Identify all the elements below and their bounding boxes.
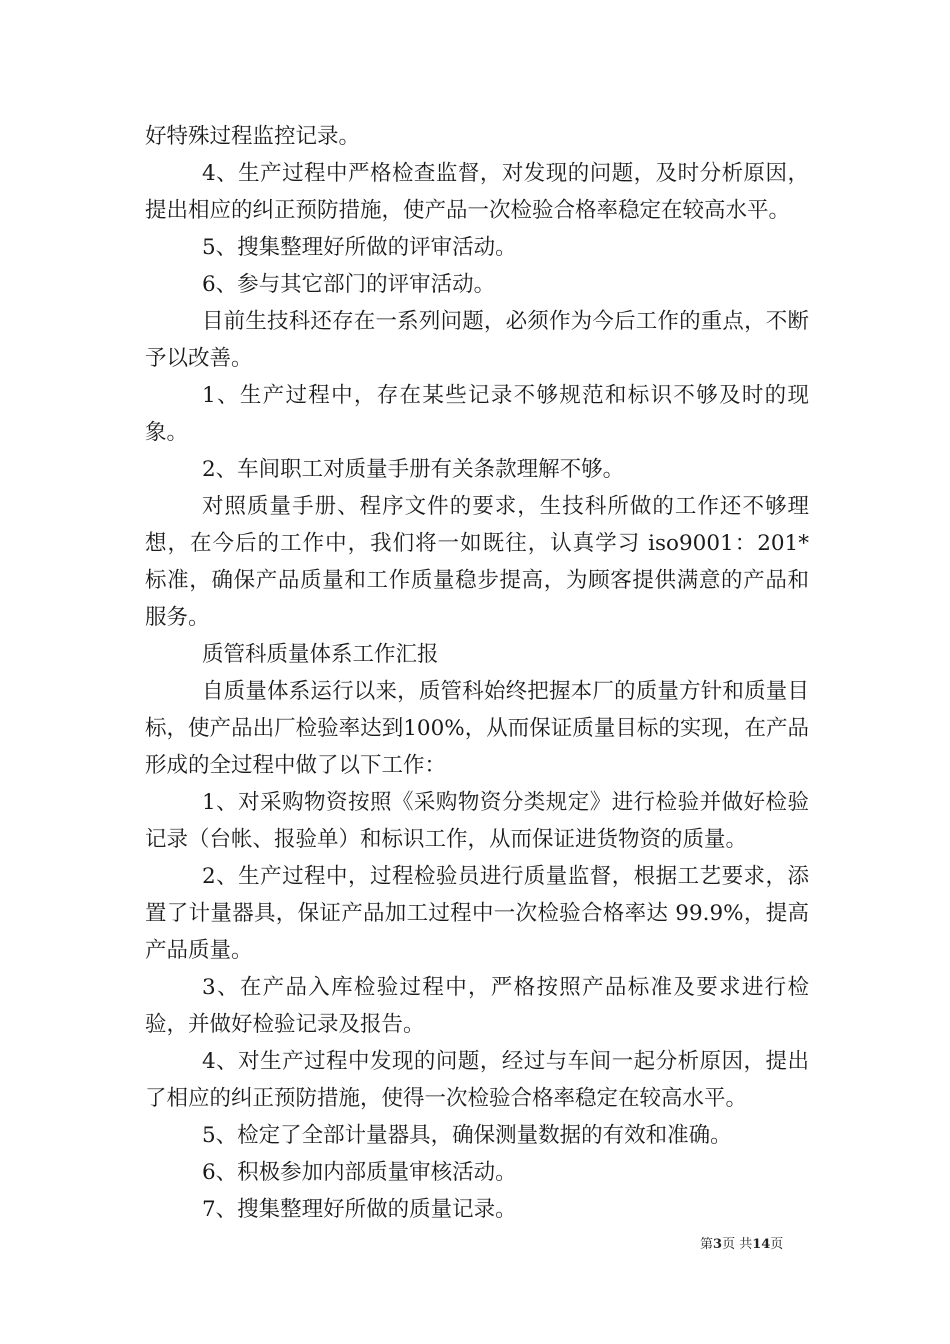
- paragraph-work-5: 5、检定了全部计量器具，确保测量数据的有效和准确。: [202, 1123, 732, 1148]
- page-number-footer: [700, 1237, 783, 1253]
- total-page-count: 14: [752, 1237, 771, 1252]
- paragraph-work-2: 2、生产过程中，过程检验员进行质量监督，根据工艺要求，添置了计量器具，保证产品加工过程中一次检验合格率达 99.9%，提高产品质量。: [145, 864, 809, 963]
- paragraph-item-4: 4、生产过程中严格检查监督，对发现的问题，及时分析原因，提出相应的纠正预防措施，使产品一次检验合格率稳定在较高水平。: [145, 161, 809, 223]
- paragraph-item-6: 6、参与其它部门的评审活动。: [202, 272, 496, 297]
- paragraph-problem-1: 1、生产过程中，存在某些记录不够规范和标识不够及时的现象。: [145, 383, 809, 445]
- current-page-number: 3: [713, 1237, 723, 1252]
- footer-suffix: 页: [770, 1237, 784, 1252]
- footer-middle: 页 共: [722, 1237, 753, 1252]
- paragraph-problem-2: 2、车间职工对质量手册有关条款理解不够。: [202, 457, 625, 482]
- section-heading: 质管科质量体系工作汇报: [202, 642, 439, 667]
- paragraph-continuation: 好特殊过程监控记录。: [145, 124, 361, 149]
- paragraph-work-7: 7、搜集整理好所做的质量记录。: [202, 1197, 517, 1222]
- paragraph-work-4: 4、对生产过程中发现的问题，经过与车间一起分析原因，提出了相应的纠正预防措施，使得一次检验合格率稳定在较高水平。: [145, 1049, 809, 1111]
- paragraph-item-5: 5、搜集整理好所做的评审活动。: [202, 235, 517, 260]
- paragraph-section-intro: 自质量体系运行以来，质管科始终把握本厂的质量方针和质量目标，使产品出厂检验率达到100%，从而保证质量目标的实现，在产品形成的全过程中做了以下工作：: [145, 679, 809, 778]
- paragraph-work-3: 3、在产品入库检验过程中，严格按照产品标准及要求进行检验，并做好检验记录及报告。: [145, 975, 809, 1037]
- paragraph-problems-intro: 目前生技科还存在一系列问题，必须作为今后工作的重点，不断予以改善。: [145, 309, 809, 371]
- paragraph-work-1: 1、对采购物资按照《采购物资分类规定》进行检验并做好检验记录（台帐、报验单）和标识工作，从而保证进货物资的质量。: [145, 790, 809, 852]
- paragraph-conclusion: 对照质量手册、程序文件的要求，生技科所做的工作还不够理想，在今后的工作中，我们将一如既往，认真学习 iso9001：201* 标准，确保产品质量和工作质量稳步提高，为顾客提供满意的产品和服务。: [145, 494, 809, 630]
- paragraph-work-6: 6、积极参加内部质量审核活动。: [202, 1160, 517, 1185]
- document-body: [145, 118, 809, 1228]
- footer-prefix: 第: [700, 1237, 714, 1252]
